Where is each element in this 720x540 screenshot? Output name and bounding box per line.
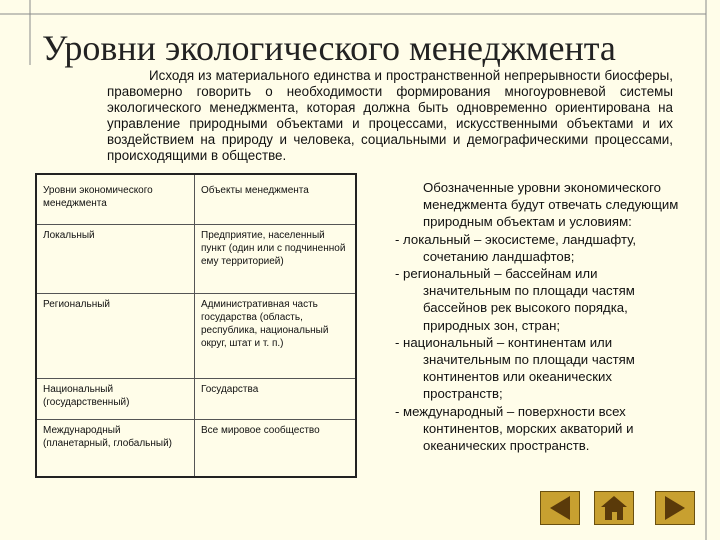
table-cell-objects: Предприятие, населенный пункт (один или с подчиненной ему территорией)	[195, 225, 357, 294]
table-header-row	[36, 174, 356, 225]
table-cell-objects: Все мировое сообщество	[195, 420, 357, 478]
note-item: - региональный – бассейнам или значительным по площади частям бассейнов рек высокого порядка, природных зон, стран;	[395, 266, 635, 333]
table-cell-level: Региональный	[36, 294, 195, 379]
note-heading: Обозначенные уровни экономического менеджмента будут отвечать следующим природным объектам и условиям:	[423, 180, 679, 230]
triangle-right-icon	[656, 492, 694, 524]
table-row	[36, 225, 356, 294]
note-item: - локальный – экосистеме, ландшафту, сочетанию ландшафтов;	[395, 231, 637, 264]
table-cell-level: Международный (планетарный, глобальный)	[36, 420, 195, 478]
levels-table	[35, 173, 357, 478]
table-cell-level: Локальный	[36, 225, 195, 294]
table-row	[36, 420, 356, 478]
intro-paragraph: Исходя из материального единства и пространственной непрерывности биосферы, правомерно говорить о необходимости формирования многоуровневой системы экологического менеджмента, которая должна быть одновременно ориентирована на управление природными объектами и процессами, искусственными объектами и их воздействием на природу и человека, социальными и демографическими процессами, происходящими в обществе.	[107, 68, 673, 163]
note-item: - национальный – континентам или значительным по площади частям континентов или океанических пространств;	[395, 334, 635, 402]
table-cell-objects: Административная часть государства (область, республика, национальный округ, штат и т. п.)	[195, 294, 357, 379]
table-cell-level: Национальный (государственный)	[36, 379, 195, 420]
triangle-left-icon	[541, 492, 579, 524]
table-header-level: Уровни экономического менеджмента	[36, 174, 195, 225]
table-header-objects: Объекты менеджмента	[195, 174, 357, 225]
prev-slide-button[interactable]	[540, 491, 580, 525]
table-row	[36, 379, 356, 420]
table-cell-objects: Государства	[195, 379, 357, 420]
page-title: Уровни экологического менеджмента	[42, 28, 616, 68]
levels-note	[395, 179, 685, 454]
note-item: - международный – поверхности всех континентов, морских акваторий и океанических пространств.	[395, 403, 634, 454]
next-slide-button[interactable]	[655, 491, 695, 525]
home-icon	[595, 492, 633, 524]
table-row	[36, 294, 356, 379]
home-button[interactable]	[594, 491, 634, 525]
